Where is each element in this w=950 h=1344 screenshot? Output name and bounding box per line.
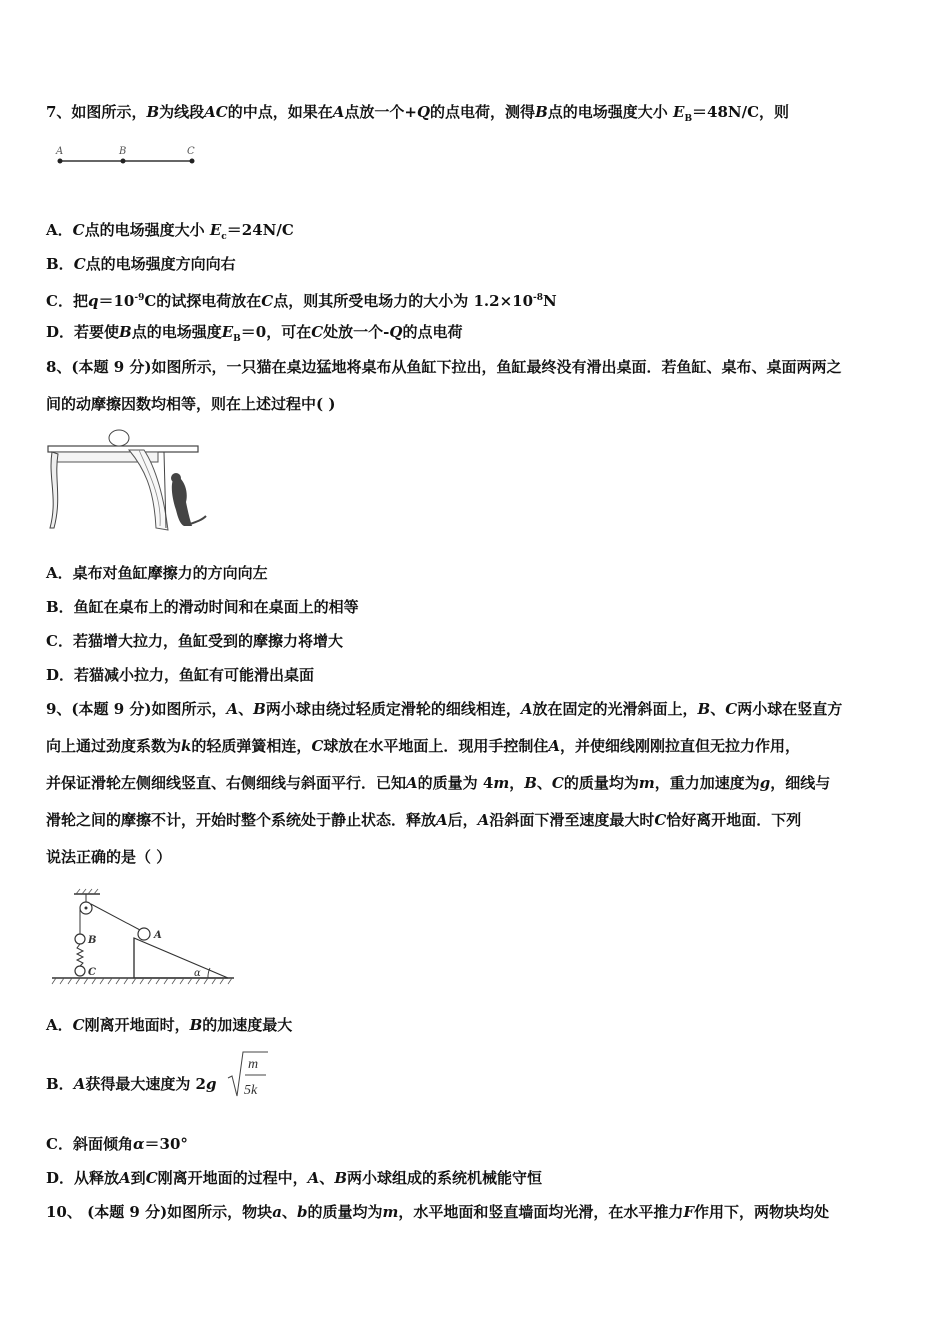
q7-option-b[interactable]: B．C点的电场强度方向向右 bbox=[46, 255, 236, 273]
incline bbox=[134, 938, 228, 978]
svg-text:A: A bbox=[154, 930, 162, 941]
label-b: B bbox=[119, 146, 127, 157]
q8-option-d[interactable]: D．若猫减小拉力，鱼缸有可能滑出桌面 bbox=[46, 666, 315, 684]
q9-stem-line5: 说法正确的是（ ） bbox=[46, 848, 172, 866]
sqrt-denominator: 5k bbox=[244, 1083, 258, 1098]
q10-stem-line1: 10、 (本题 9 分)如图所示，物块a、b的质量均为m，水平地面和竖直墙面均光滑，在水平推力F作用下，两物块均处 bbox=[46, 1203, 830, 1221]
q8-option-b[interactable]: B．鱼缸在桌布上的滑动时间和在桌面上的相等 bbox=[46, 598, 359, 616]
q8-option-a[interactable]: A．桌布对鱼缸摩擦力的方向向左 bbox=[46, 564, 268, 582]
label-a: A bbox=[56, 146, 64, 157]
q9-option-b[interactable]: B．A获得最大速度为 2g bbox=[46, 1075, 217, 1093]
q8-option-c[interactable]: C．若猫增大拉力，鱼缸受到的摩擦力将增大 bbox=[46, 632, 343, 650]
q9-pulley-incline-figure bbox=[48, 888, 238, 992]
svg-text:C: C bbox=[88, 967, 96, 978]
q9-option-d[interactable]: D．从释放A到C刚离开地面的过程中，A、B两小球组成的系统机械能守恒 bbox=[46, 1169, 543, 1187]
q9-stem-line3: 并保证滑轮左侧细线竖直、右侧细线与斜面平行．已知A的质量为 4m，B、C的质量均为m，重力加速度为g，细线与 bbox=[46, 774, 831, 792]
q9-stem-line2: 向上通过劲度系数为k的轻质弹簧相连，C球放在水平地面上．现用手控制住A，并使细线刚刚拉直但无拉力作用， bbox=[46, 737, 801, 755]
q9-option-c[interactable]: C．斜面倾角α＝30° bbox=[46, 1135, 188, 1153]
cat bbox=[172, 478, 192, 526]
q7-option-d[interactable]: D．若要使B点的电场强度$E_B=0$，可在C处放一个-Q的点电荷 bbox=[46, 323, 463, 344]
q7-segment-diagram bbox=[50, 142, 210, 172]
q7-stem: 7、如图所示，B为线段AC的中点，如果在A点放一个+Q的点电荷，测得B点的电场强度大小 $E_B=48N/C$，则 bbox=[46, 103, 790, 124]
fish-bowl bbox=[109, 430, 129, 446]
ball-b bbox=[75, 934, 85, 944]
q9-stem-line4: 滑轮之间的摩擦不计，开始时整个系统处于静止状态．释放A后，A沿斜面下滑至速度最大时C恰好离开地面．下列 bbox=[46, 811, 802, 829]
point-c bbox=[190, 159, 195, 164]
q8-cat-table-figure bbox=[44, 428, 214, 536]
q8-stem-line1: 8、(本题 9 分)如图所示，一只猫在桌边猛地将桌布从鱼缸下拉出，鱼缸最终没有滑出桌面．若鱼缸、桌布、桌面两两之 bbox=[46, 358, 842, 376]
spring bbox=[77, 944, 83, 966]
ball-c bbox=[75, 966, 85, 976]
q9-option-a[interactable]: A．C刚离开地面时，B的加速度最大 bbox=[46, 1016, 293, 1034]
point-a bbox=[58, 159, 63, 164]
q9-stem-line1: 9、(本题 9 分)如图所示，A、B两小球由绕过轻质定滑轮的细线相连，A放在固定的光滑斜面上，B、C两小球在竖直方 bbox=[46, 700, 843, 718]
q7-option-a[interactable]: A．C点的电场强度大小 $E_c=24N/C$ bbox=[46, 221, 294, 242]
ball-a bbox=[138, 928, 150, 940]
q9-option-b-sqrt bbox=[226, 1048, 270, 1102]
point-b bbox=[121, 159, 126, 164]
sqrt-numerator: m bbox=[248, 1057, 259, 1072]
svg-text:B: B bbox=[88, 935, 97, 946]
q7-option-c[interactable]: C．把$q=10^{-9}C$的试探电荷放在C点，则其所受电场力的大小为 $1.2\times 10^{-8}N$ bbox=[46, 292, 557, 310]
q8-stem-line2: 间的动摩擦因数均相等，则在上述过程中( ) bbox=[46, 395, 336, 413]
label-c: C bbox=[187, 146, 195, 157]
alpha-label: α bbox=[194, 968, 201, 979]
